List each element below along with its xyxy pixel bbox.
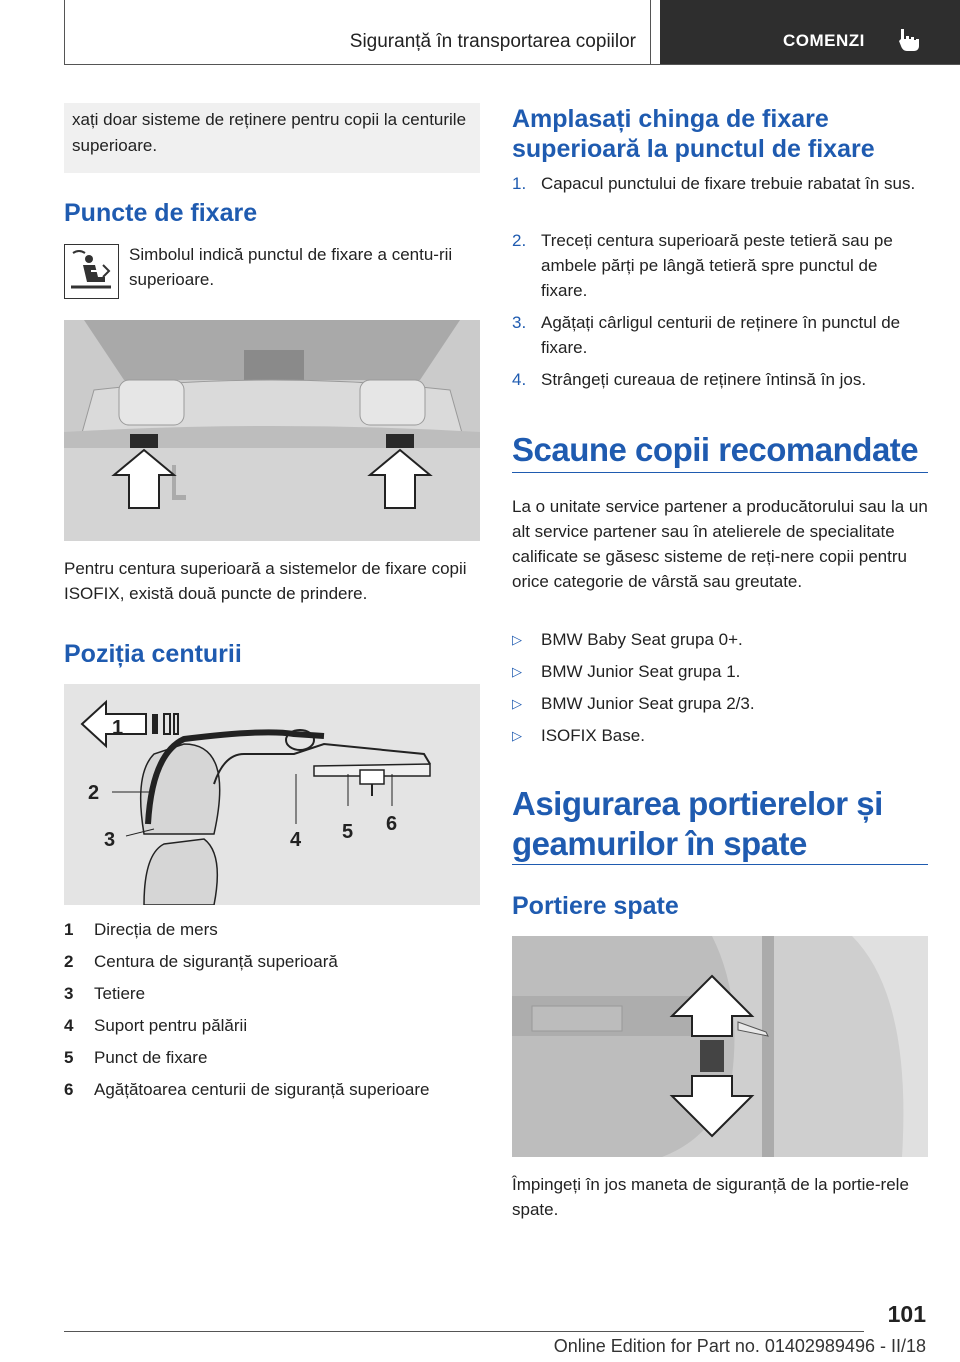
legend-label: Direcția de mers [94,920,218,939]
step-text: Agățați cârligul centurii de reținere în punctul de fixare. [541,313,901,357]
diagram-label-6: 6 [386,813,398,835]
step-item [512,310,928,360]
diagram-label-2: 2 [88,782,100,804]
seat-name: BMW Junior Seat grupa 1. [541,662,741,681]
triangle-bullet-icon: ▷ [512,696,522,711]
rear-door-photo [512,936,928,1157]
step-item [512,367,928,392]
step-text: Strângeți cureaua de reținere întinsă în jos. [541,370,867,389]
child-seat-anchor-icon [65,245,118,298]
pointing-hand-icon [896,27,922,53]
header-section-box [64,0,651,64]
rear-doors-paragraph: Împingeți în jos maneta de siguranță de la portie-rele spate. [512,1175,909,1219]
step-item [512,228,928,303]
seat-list-item [512,630,743,650]
header-chapter-tab[interactable] [660,0,960,64]
step-number: 2. [512,231,527,250]
legend-label: Tetiere [94,984,146,1003]
header-chapter-label: COMENZI [783,31,865,50]
diagram-label-1: 1 [112,717,124,739]
triangle-bullet-icon: ▷ [512,728,522,743]
legend-label: Suport pentru pălării [94,1016,248,1035]
legend-label: Agățătoarea centurii de siguranță superioare [94,1080,430,1099]
belt-position-heading: Poziția centurii [64,640,242,668]
triangle-bullet-icon: ▷ [512,632,522,647]
legend-label: Centura de siguranță superioară [94,952,338,971]
seat-list-item [512,662,740,682]
legend-label: Punct de fixare [94,1048,208,1067]
footer-rule [64,1331,864,1332]
diagram-label-4: 4 [290,829,302,851]
rear-seat-photo [64,320,480,541]
belt-diagram-illustration [64,684,480,905]
page-number: 101 [887,1301,926,1327]
legend-number: 3 [64,984,74,1003]
step-number: 1. [512,174,527,193]
seat-name: BMW Junior Seat grupa 2/3. [541,694,755,713]
step-number: 4. [512,370,527,389]
header-rule [64,64,960,65]
securing-doors-heading-line1: Asigurarea portierelor și [512,785,883,822]
securing-doors-heading-line2: geamurilor în spate [512,825,807,862]
attach-heading-line2: superioară la punctul de fixare [512,135,875,163]
recommended-paragraph: La o unitate service partener a producătorului sau la un alt service partener sau în atelierele de specialitate calificate se găsesc sisteme de reți-nere copii pentru orice categorie de vârstă sau greutate. [512,497,928,591]
securing-doors-heading [512,784,883,864]
diagram-label-3: 3 [104,829,116,851]
seat-name: ISOFIX Base. [541,726,645,745]
seat-name: BMW Baby Seat grupa 0+. [541,630,743,649]
note-text: xați doar sisteme de reținere pentru copii la centurile superioare. [72,110,467,155]
attach-heading [512,104,875,164]
anchor-points-heading: Puncte de fixare [64,199,258,227]
legend-number: 6 [64,1080,74,1099]
recommended-seats-heading: Scaune copii recomandate [512,431,919,468]
rear-door-illustration [512,936,928,1157]
heading-rule [512,864,928,865]
footer-edition: Online Edition for Part no. 01402989496 - II/18 [553,1336,926,1356]
heading-rule [512,472,928,473]
legend-number: 4 [64,1016,74,1035]
seat-list-item [512,726,645,746]
symbol-box [64,244,119,299]
step-text: Treceți centura superioară peste tetieră sau pe ambele părți pe lângă tetieră spre punctul de fixare. [541,231,893,300]
attach-heading-line1: Amplasați chinga de fixare [512,105,829,133]
header-section-title: Siguranță în transportarea copiilor [349,31,636,52]
legend-number: 2 [64,952,74,971]
note-box [64,103,480,173]
step-item [512,171,928,196]
seat-list-item [512,694,755,714]
diagram-label-5: 5 [342,821,354,843]
legend-number: 5 [64,1048,74,1067]
symbol-description: Simbolul indică punctul de fixare a centu-rii superioare. [129,245,453,289]
step-number: 3. [512,313,527,332]
anchor-paragraph: Pentru centura superioară a sistemelor de fixare copii ISOFIX, există două puncte de prindere. [64,559,467,603]
rear-seat-illustration [64,320,480,541]
rear-doors-heading: Portiere spate [512,892,679,920]
legend-number: 1 [64,920,74,939]
belt-position-diagram [64,684,480,905]
step-text: Capacul punctului de fixare trebuie rabatat în sus. [541,174,916,193]
triangle-bullet-icon: ▷ [512,664,522,679]
